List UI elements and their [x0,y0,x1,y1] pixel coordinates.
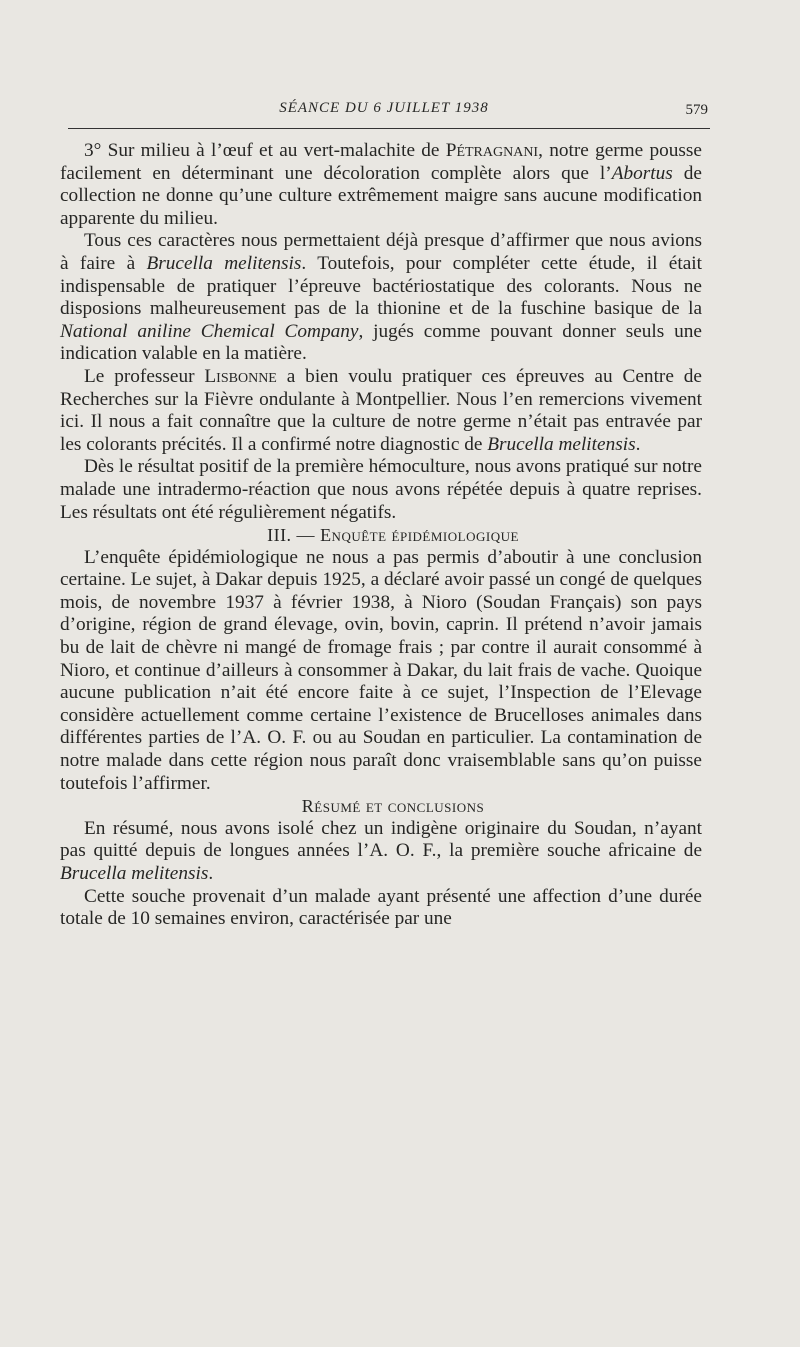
running-head [60,100,708,124]
paragraph-enquete: L’enquête épidémiologique ne nous a pas permis d’aboutir à une conclusion certaine. Le sujet, à Dakar depuis 1925, a déclaré avoir passé un congé de quelques mois, de novembre 1937 à février 1938, à Nioro (Soudan Français) son pays d’origine, région de grand élevage, ovin, bovin, caprin. Il prétend n’avoir jamais bu de lait de chèvre ni mangé de fromage frais ; par contre il aurait consommé à Nioro, et continue d’ailleurs à consommer à Dakar, du lait frais de vache. Quoique aucune publication n’ait été encore faite à ce sujet, l’Inspection de l’Elevage considère actuellement comme certaine l’existence de Brucelloses animales dans différentes parties de l’A. O. F. ou au Soudan en particulier. La contamination de notre malade dans cette région nous paraît donc vraisemblable sans qu’on puisse toutefois l’affirmer. [60,546,702,794]
section-title: Enquête épidémiologique [320,525,519,546]
species-name: Brucella melitensis [146,252,302,274]
running-title: SÉANCE DU 6 JUILLET 1938 [279,100,489,116]
paragraph-intradermo: Dès le résultat positif de la première hémoculture, nous avons pratiqué sur notre malade une intradermo-réaction que nous avons répétée depuis à quatre reprises. Les résultats ont été régulièrement négatifs. [60,456,702,523]
paragraph-resume [60,818,702,886]
text-run: . [208,863,214,884]
paragraph-lisbonne [60,366,702,456]
text-run: . [635,433,641,455]
author-name: Lisbonne [204,365,277,387]
species-name: Brucella melitensis [487,433,636,455]
species-name: Brucella melitensis [60,863,209,884]
text-run: . Toutefois, pour compléter cette étude, il était indispensable de pratiquer l’épreuve bactériostatique des colorants. Nous ne disposions malheureusement pas de la thionine et de la fuschine basique de la [60,252,702,320]
species-name: Abortus [611,162,673,184]
section-numeral: III. — [267,525,321,546]
paragraph-caracteres [60,230,702,366]
text-run: , jugés comme pouvant donner seuls une indication valable en la matière. [60,320,702,365]
header-rule [68,128,710,129]
body-text [60,140,702,931]
text-run: 3° Sur milieu à l’œuf et au vert-malachite de [84,140,446,161]
text-run: Tous ces caractères nous permettaient déjà presque d’affirmer que nous avions à faire à [60,230,702,274]
paragraph-petragnani [60,140,702,230]
text-run: de collection ne donne qu’une culture extrêmement maigre sans aucune modification apparente du milieu. [60,162,702,229]
text-run: , notre germe pousse facilement en déterminant une décoloration complète alors que l’ [60,140,702,184]
company-name: National aniline Chemical Company [60,320,359,342]
text-run: En résumé, nous avons isolé chez un indigène originaire du Soudan, n’ayant pas quitté depuis de longues années l’A. O. F., la première souche africaine de [60,817,702,862]
section-heading-enquete [60,524,702,547]
section-heading-resume: Résumé et conclusions [301,796,485,817]
text-run: a bien voulu pratiquer ces épreuves au Centre de Recherches sur la Fièvre ondulante à Montpellier. Nous l’en remercions vivement ici. Il nous a fait connaître que la culture de notre germe n’était pas entravée par les colorants précités. Il a confirmé notre diagnostic de [60,365,702,455]
text-run: Le professeur [84,365,205,387]
paragraph-souche: Cette souche provenait d’un malade ayant présenté une affection d’une durée totale de 10 semaines environ, caractérisée par une [60,885,702,930]
author-name: Pétragnani [445,140,539,161]
page-number: 579 [685,102,708,118]
